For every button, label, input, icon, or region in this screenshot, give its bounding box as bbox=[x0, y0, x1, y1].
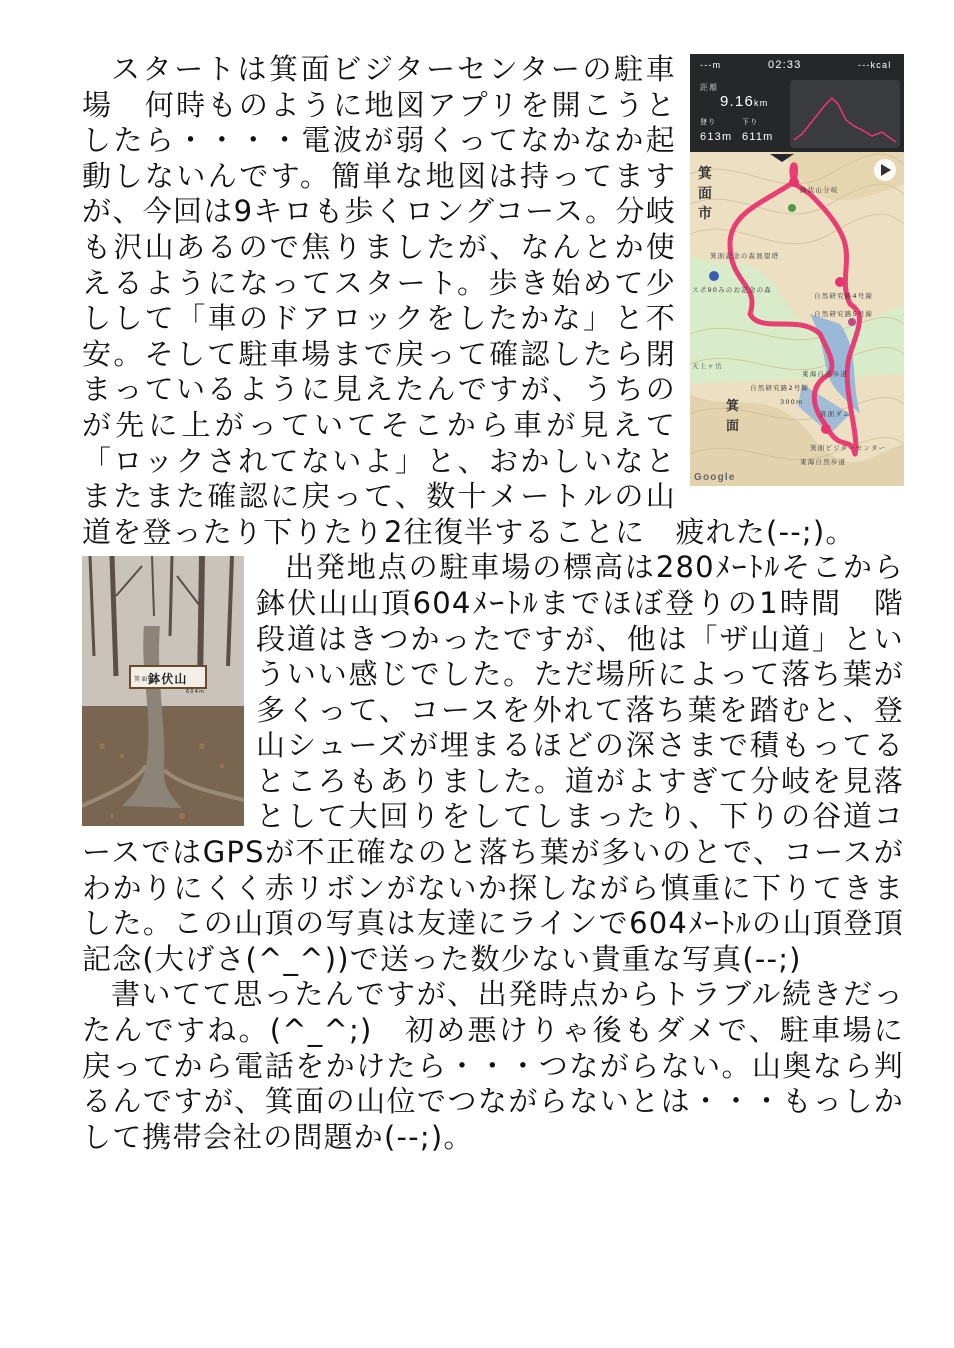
summit-photo-graphic bbox=[82, 556, 244, 826]
paragraph-3: 書いてて思ったんですが、出発時点からトラブル続きだったんですね。(^_^;) 初め悪けりゃ後もダメで、駐車場に戻ってから電話をかけたら・・・つながらない。山奥なら判るんですが、箕面の山位でつながらないとは・・・もっしかして携帯会社の問題か(--;)。 bbox=[82, 977, 904, 1154]
place-label: スポ90みのお記念の森 bbox=[692, 286, 772, 294]
paragraph-1: スタートは箕面ビジターセンターの駐車場 何時ものように地図アプリを開こうとしたら・・・・電波が弱くってなかなか起動しないんです。簡単な地図は持ってますが、今回は9キロも歩くロングコース。分岐も沢山あるので焦りましたが、なんとか使えるようになってスタート。歩き始めて少しして「車のドアロックをしたかな」と不安。そして駐車場まで戻って確認したら閉まっているように見えたんですが、うちのが先に上がっていてそこから車が見えて「ロックされてないよ」と、おかしいなとまたまた確認に戻って、数十メートルの山道を登ったり下りたり2往復半することに 疲れた(--;)。 bbox=[82, 52, 856, 549]
city-label-1: 箕 bbox=[698, 166, 714, 182]
place-label: 鉢伏山分岐 bbox=[800, 186, 839, 194]
summit-photo bbox=[82, 556, 244, 826]
ascent-caption: 登り bbox=[700, 119, 717, 126]
place-label: 天上ヶ岳 bbox=[692, 362, 723, 370]
city-label-2: 面 bbox=[698, 186, 714, 202]
calories-label: ---kcal bbox=[858, 60, 892, 70]
city-label-3: 市 bbox=[698, 206, 714, 222]
distance-caption: 距離 bbox=[700, 83, 719, 92]
place-label: 箕面ビジターセンター bbox=[810, 444, 887, 452]
descent-caption: 下り bbox=[742, 119, 759, 126]
sign-text: 鉢伏山 bbox=[148, 672, 188, 687]
route-map-screenshot bbox=[690, 54, 904, 486]
place-label: 箕面ダム bbox=[820, 410, 851, 418]
place-label: 東海自然歩道 bbox=[802, 370, 849, 378]
document-body bbox=[82, 52, 904, 1155]
place-label: 箕面記念の森展望塔 bbox=[710, 252, 780, 260]
city-label-4: 箕 bbox=[726, 399, 741, 414]
city-label-5: 面 bbox=[726, 419, 741, 434]
sign-height: 604m bbox=[186, 689, 206, 696]
elapsed-time: 02:33 bbox=[768, 59, 802, 71]
route-map-graphic bbox=[690, 54, 904, 486]
place-label: 自然研究路2号線 bbox=[750, 384, 810, 392]
place-label: 300m bbox=[780, 398, 804, 406]
place-label: 東海自然歩道 bbox=[800, 458, 847, 466]
place-label: 自然研究路5号線 bbox=[814, 310, 874, 318]
altitude-label: ---m bbox=[700, 60, 722, 70]
sign-prefix: 箕面 bbox=[134, 676, 149, 684]
paragraph-2: 出発地点の駐車場の標高は280ﾒｰﾄﾙそこから鉢伏山山頂604ﾒｰﾄﾙまでほぼ登りの1時間 階段道はきつかったですが、他は「ザ山道」といういい感じでした。ただ場所によって落ち葉が多くって、コースを外れて落ち葉を踏むと、登山シューズが埋まるほどの深さまで積もってるところもありました。道がよすぎて分岐を見落として大回りをしてしまったり、下りの谷道コースではGPSが不正確なのと落ち葉が多いのとで、コースがわかりにくく赤リボンがないか探しながら慎重に下りてきました。この山頂の写真は友達にラインで604ﾒｰﾄﾙの山頂登頂記念(大げさ(^_^))で送った数少ない貴重な写真(--;) bbox=[82, 550, 904, 976]
ascent-value: 613m bbox=[700, 131, 733, 143]
distance-unit: km bbox=[754, 98, 769, 108]
distance-value: 9.16 bbox=[720, 93, 754, 110]
descent-value: 611m bbox=[742, 131, 774, 143]
place-label: 自然研究路4号線 bbox=[814, 292, 874, 300]
google-label: Google bbox=[694, 472, 736, 483]
